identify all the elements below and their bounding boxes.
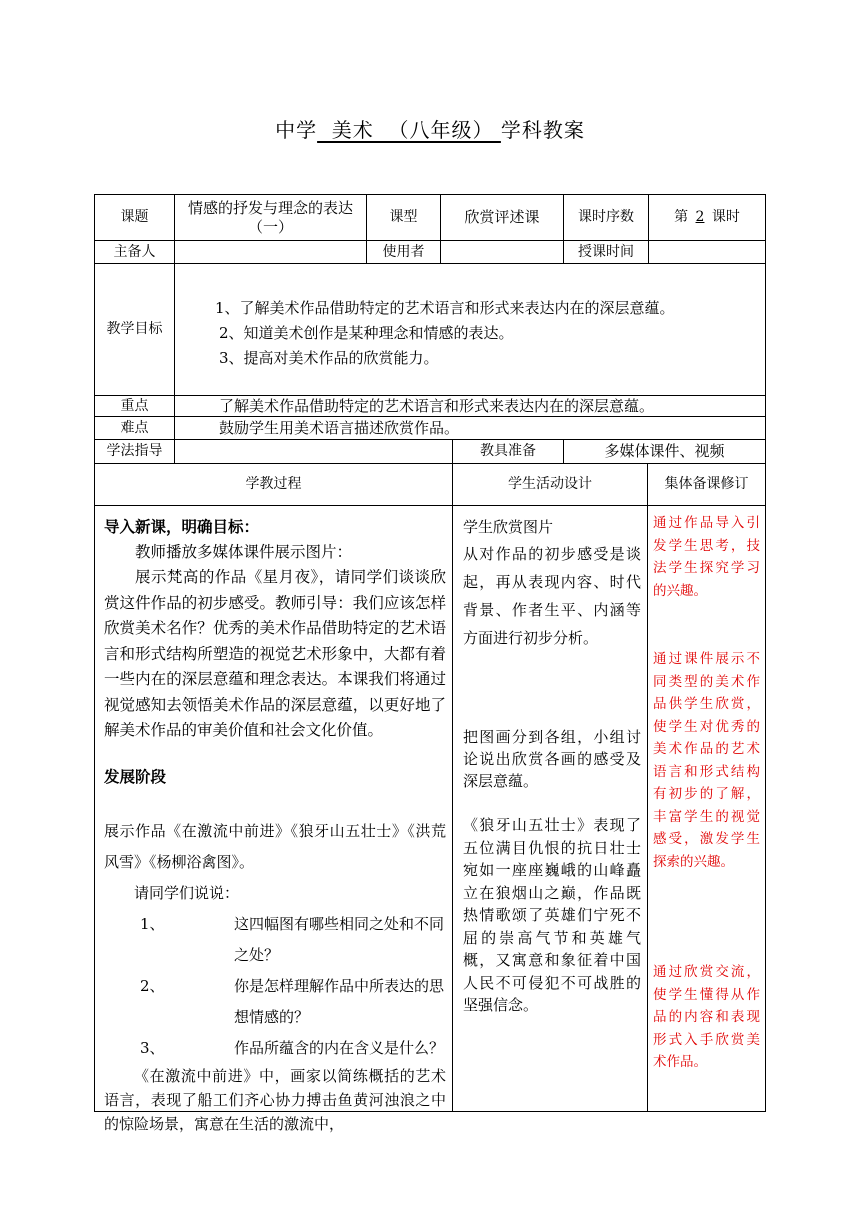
question-text: 作品所蕴含的内在含义是什么？ — [234, 1039, 445, 1057]
activity-text: 《狼牙山五壮士》表现了五位满目仇恨的抗日壮士宛如一座座巍峨的山峰矗立在狼烟山之巅，作品既热情歌颂了英雄们宁死不屈的崇高气节和英雄气概，又寓意和象征着中国人民不可侵犯不可战胜的坚强信念。 — [463, 816, 641, 1014]
question-number: 1、 — [140, 915, 165, 933]
label-user: 使用者 — [366, 240, 441, 264]
label-goals: 教学目标 — [94, 263, 175, 396]
seq-value — [648, 194, 766, 241]
title-suffix: 学科教案 — [500, 118, 585, 142]
question-text: 这四幅图有哪些相同之处和不同之处？ — [234, 915, 445, 964]
user-value — [440, 240, 564, 264]
paragraph: 展示作品《在激流中前进》《狼牙山五壮士》《洪荒风雪》《杨柳浴禽图》。 — [104, 822, 446, 871]
page-title — [0, 114, 860, 143]
intro-heading: 导入新课，明确目标： — [104, 517, 260, 536]
activity-column — [452, 505, 648, 1112]
topic-value: 情感的抒发与理念的表达（一） — [174, 194, 367, 241]
question-item — [104, 1033, 446, 1064]
seq-prefix: 第 — [674, 209, 693, 226]
label-key: 重点 — [94, 395, 175, 417]
label-type: 课型 — [366, 194, 441, 241]
question-text: 你是怎样理解作品中所表达的思想情感的？ — [234, 977, 445, 1026]
paragraph: 教师播放多媒体课件展示图片： — [135, 542, 353, 561]
label-seq: 课时序数 — [563, 194, 649, 241]
title-prefix: 中学 — [275, 118, 318, 142]
paragraph: 请同学们说说： — [134, 884, 240, 902]
develop-heading: 发展阶段 — [104, 766, 167, 786]
title-subject: 美术 （八年级） — [317, 118, 501, 142]
goal-item: 1、了解美术作品借助特定的艺术语言和形式来表达内在的深层意蕴。 — [215, 299, 675, 317]
activity-text: 学生欣赏图片 — [463, 518, 554, 536]
activity-text: 从对作品的初步感受是谈起，再从表现内容、时代背景、作者生平、内涵等方面进行初步分析。 — [463, 545, 641, 647]
revision-note: 通过欣赏交流，使学生懂得从作品的内容和表现形式入手欣赏美术作品。 — [653, 964, 760, 1070]
tools-value: 多媒体课件、视频 — [563, 439, 766, 464]
paragraph: 《在激流中前进》中，画家以简练概括的艺术语言，表现了船工们齐心协力搏击鱼黄河浊浪之中的惊险场景，寓意在生活的激流中， — [104, 1067, 446, 1133]
question-item — [104, 971, 446, 1033]
method-value — [174, 439, 453, 464]
revision-column — [647, 505, 766, 1112]
question-number: 2、 — [140, 977, 165, 995]
header-revision: 集体备课修订 — [647, 463, 766, 506]
label-topic: 课题 — [94, 194, 175, 241]
question-number: 3、 — [140, 1039, 165, 1057]
revision-note: 通过作品导入引发学生思考，技法学生探究学习的兴趣。 — [653, 515, 760, 599]
difficulty-value: 鼓励学生用美术语言描述欣赏作品。 — [174, 416, 766, 440]
goal-item: 3、提高对美术作品的欣赏能力。 — [219, 349, 439, 367]
time-value — [648, 240, 766, 264]
process-column — [94, 505, 453, 1133]
seq-suffix: 课时 — [707, 209, 740, 226]
question-item — [104, 909, 446, 971]
label-difficulty: 难点 — [94, 416, 175, 440]
type-value: 欣赏评述课 — [440, 194, 564, 241]
paragraph: 展示梵高的作品《星月夜》，请同学们谈谈欣赏这件作品的初步感受。教师引导：我们应该怎样欣赏美术名作？优秀的美术作品借助特定的艺术语言和形式结构所塑造的视觉艺术形象中，大都有着一些内在的深层意蕴和理念表达。本课我们将通过视觉感知去领悟美术作品的深层意蕴，以更好地了解美术作品的审美价值和社会文化价值。 — [104, 568, 446, 739]
key-value: 了解美术作品借助特定的艺术语言和形式来表达内在的深层意蕴。 — [174, 395, 766, 417]
revision-note: 通过课件展示不同类型的美术作品供学生欣赏，使学生对优秀的美术作品的艺术语言和形式结构有初步的了解，丰富学生的视觉感受，激发学生探索的兴趣。 — [653, 651, 760, 870]
label-author: 主备人 — [94, 240, 175, 264]
seq-number: 2 — [695, 209, 705, 226]
label-method: 学法指导 — [94, 439, 175, 464]
header-process: 学教过程 — [94, 463, 453, 506]
header-activity: 学生活动设计 — [452, 463, 648, 506]
label-time: 授课时间 — [563, 240, 649, 264]
goals-list — [174, 263, 766, 396]
goal-item: 2、知道美术创作是某种理念和情感的表达。 — [219, 324, 514, 342]
activity-text: 把图画分到各组，小组讨论说出欣赏各画的感受及深层意蕴。 — [463, 728, 641, 790]
label-tools: 教具准备 — [452, 439, 564, 464]
author-value — [174, 240, 367, 264]
